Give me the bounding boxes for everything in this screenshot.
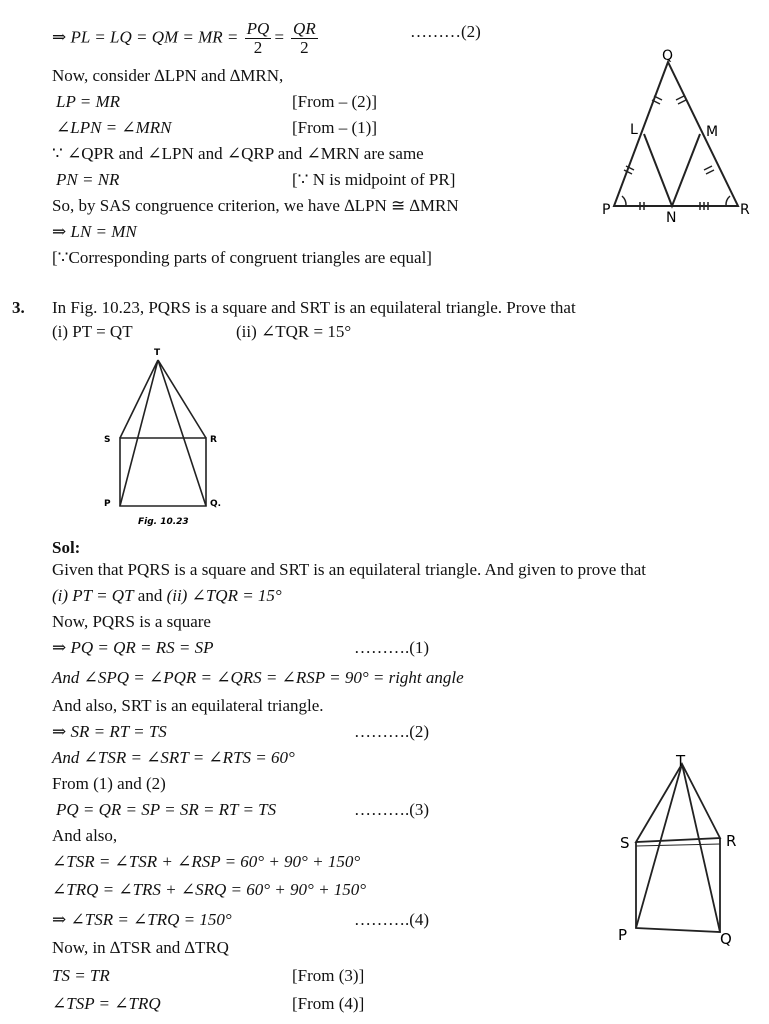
label-q: Q. (210, 499, 222, 509)
label-r: R (740, 202, 750, 218)
question-part-1: (i) PT = QT (52, 322, 133, 341)
now-in-triangles: Now, in ∆TSR and ∆TRQ (52, 938, 229, 957)
and-also-line: And also, (52, 826, 118, 845)
fraction-pq-over-2: $\frac{PQ}{2}$ (246, 19, 270, 57)
label-l: L (630, 122, 638, 138)
hand-figure-lines (636, 764, 720, 932)
equation-2-solution-tag: ……….(2) (354, 722, 430, 741)
label-r-hand: R (726, 832, 737, 850)
tsp-equals-trq: ∠TSP = ∠TRQ (52, 994, 161, 1013)
label-q-hand: Q (720, 930, 732, 948)
from-4-reason: [From (4)] (292, 994, 365, 1013)
sas-line: So, by SAS congruence criterion, we have ∆LPN ≅ ∆MRN (52, 196, 459, 215)
consider-line: Now, consider ∆LPN and ∆MRN, (52, 66, 284, 85)
triangle-lmn-figure (600, 48, 760, 228)
angle-lpn-mrn: ∠LPN = ∠MRN (56, 118, 172, 137)
now-square-line: Now, PQRS is a square (52, 612, 211, 631)
ln-equals-mn: ⇒ LN = MN (52, 222, 137, 241)
solution-heading: Sol: (52, 538, 81, 557)
equation-3: PQ = QR = SP = SR = RT = TS (56, 800, 277, 819)
tsr-angle-sum: ∠TSR = ∠TSR + ∠RSP = 60° + 90° + 150° (52, 852, 361, 871)
label-r: R (210, 435, 217, 445)
pn-equals-nr: PN = NR (56, 170, 120, 189)
ts-equals-tr: TS = TR (52, 966, 110, 985)
srt-equilateral-line: And also, SRT is an equilateral triangle. (52, 696, 324, 715)
label-p-hand: P (618, 926, 628, 944)
equation-2-solution: ⇒ SR = RT = TS (52, 722, 167, 741)
label-s-hand: S (620, 834, 630, 852)
label-t: T (154, 348, 161, 358)
since-angles-same: ∵ ∠QPR and ∠LPN and ∠QRP and ∠MRN are same (52, 144, 424, 163)
equation-2-tag: ………(2) (410, 22, 481, 41)
equation-3-tag: ……….(3) (354, 800, 430, 819)
figure-10-23 (96, 344, 236, 528)
label-p: P (104, 499, 111, 509)
sixty-degree-line: And ∠TSR = ∠SRT = ∠RTS = 60° (52, 748, 295, 767)
equation-4-tag: ……….(4) (354, 910, 430, 929)
question-number: 3. (12, 298, 25, 317)
equation-2: ⇒ PL = LQ = QM = MR = $\frac{PQ}{2}$ = $\frac{QR}{2}$ (52, 19, 316, 57)
fraction-qr-over-2: $\frac{QR}{2}$ (293, 19, 316, 57)
equation-1-tag: ……….(1) (354, 638, 430, 657)
from-1-and-2: From (1) and (2) (52, 774, 166, 793)
figure-caption: Fig. 10.23 (138, 517, 189, 527)
question-text: In Fig. 10.23, PQRS is a square and SRT is an equilateral triangle. Prove that (52, 298, 576, 317)
equation-1: ⇒ PQ = QR = RS = SP (52, 638, 214, 657)
label-n: N (666, 210, 677, 226)
midpoint-reason: [∵ N is midpoint of PR] (292, 170, 456, 189)
label-m: M (706, 124, 719, 140)
cpct-reason: [∵Corresponding parts of congruent triangles are equal] (52, 248, 432, 267)
hand-drawn-square-figure (616, 754, 756, 954)
trq-angle-sum: ∠TRQ = ∠TRS + ∠SRQ = 60° + 90° + 150° (52, 880, 367, 899)
equation-4: ⇒ ∠TSR = ∠TRQ = 150° (52, 910, 232, 929)
lp-equals-mr: LP = MR (56, 92, 121, 111)
question-part-2: (ii) ∠TQR = 15° (236, 322, 352, 341)
from-1-reason: [From – (1)] (292, 118, 377, 137)
given-line: Given that PQRS is a square and SRT is an equilateral triangle. And given to prove that (52, 560, 647, 579)
label-s: S (104, 435, 111, 445)
label-p: P (602, 202, 611, 218)
label-t-hand: T (676, 752, 686, 770)
figure-lines (120, 360, 206, 506)
from-3-reason: [From (3)] (292, 966, 365, 985)
right-angles-line: And ∠SPQ = ∠PQR = ∠QRS = ∠RSP = 90° = right angle (52, 668, 464, 687)
label-q: Q (662, 48, 674, 64)
to-prove-line: (i) PT = QT and (ii) ∠TQR = 15° (52, 586, 282, 605)
from-2-reason: [From – (2)] (292, 92, 377, 111)
